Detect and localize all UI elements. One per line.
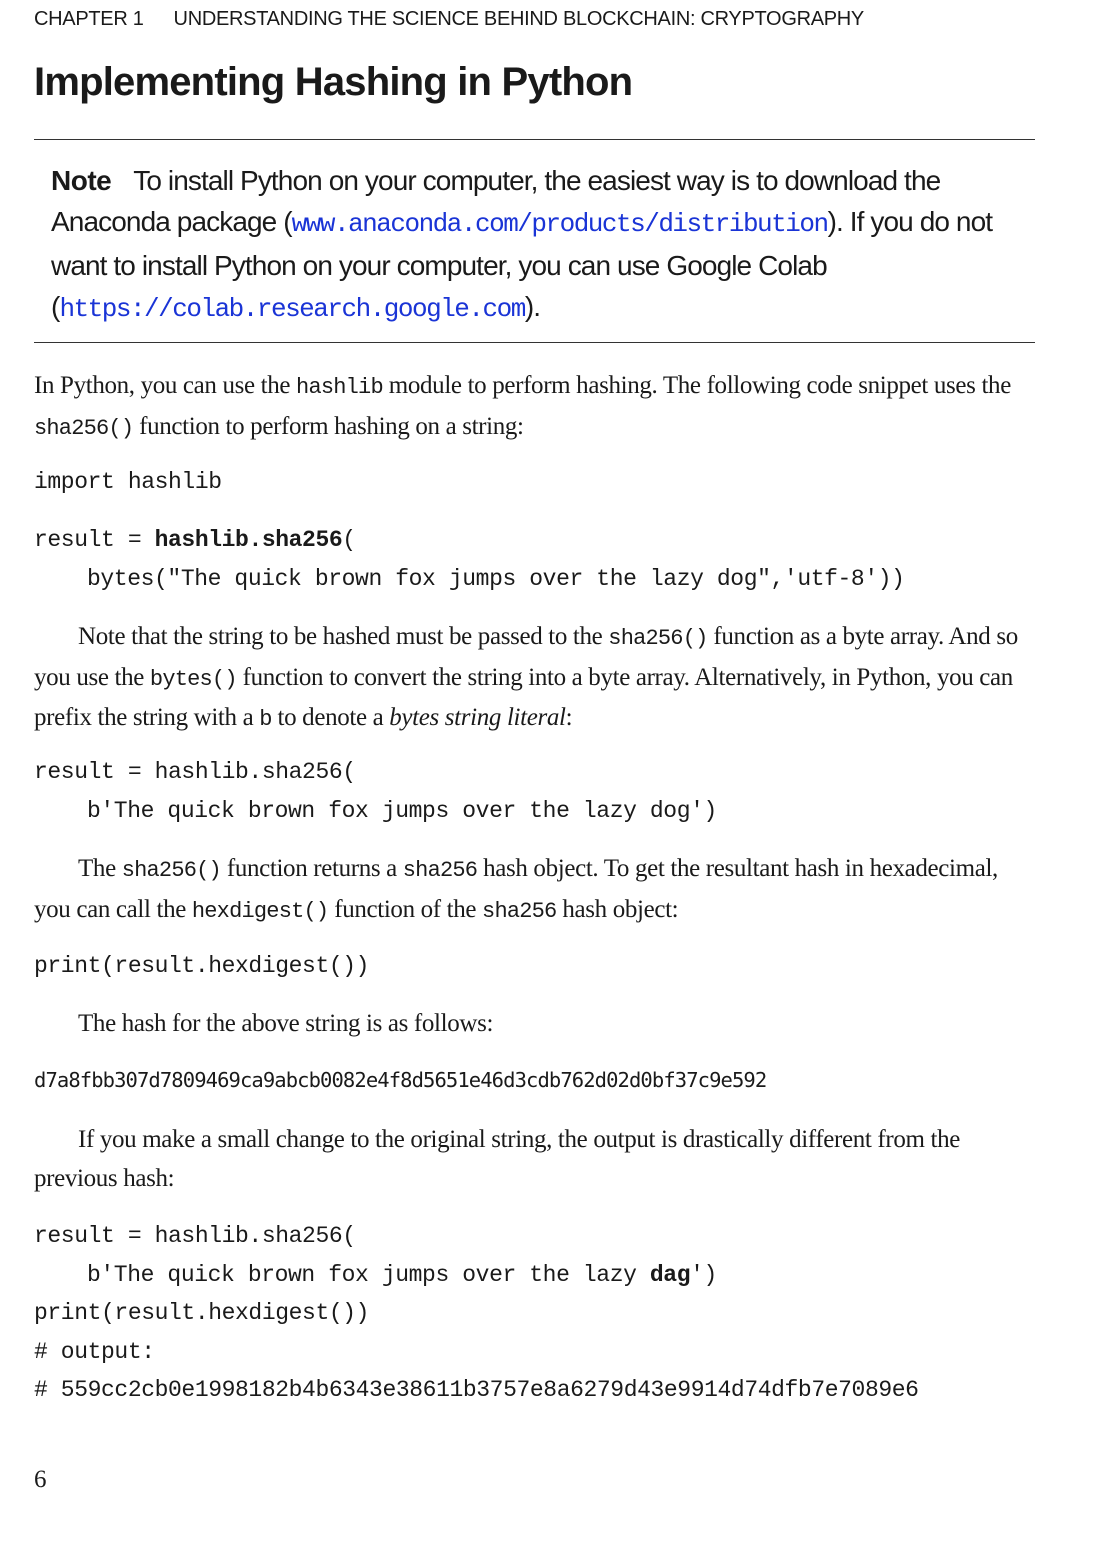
code-sha256-bytes: result = hashlib.sha256( bytes("The quick brown fox jumps over the lazy dog",'utf-8')) [34,527,905,592]
running-head [34,8,864,31]
note-label: Note [51,165,112,196]
note-text: Note To install Python on your computer, the easiest way is to download the Anaconda package (www.anaconda.com/products/distribution). If you do not want to install Python on your computer, you can use Google Colab (https://colab.research.google.com). [51,165,993,324]
paragraph-byte-array: Note that the string to be hashed must be passed to the sha256() function as a byte array. And so you use the bytes() function to convert the string into a byte array. Alternatively, in Python, you can prefix the string with a b to denote a bytes string literal: [34,623,1018,732]
code-print-hexdigest: print(result.hexdigest()) [34,953,370,979]
code-bytes-literal: result = hashlib.sha256( b'The quick brown fox jumps over the lazy dog') [34,759,717,824]
note-box [34,139,1035,343]
code-import: import hashlib [34,469,222,495]
code-modified-string: result = hashlib.sha256( b'The quick brown fox jumps over the lazy dag') print(result.hexdigest()) # output: # 559cc2cb0e1998182b4b6343e38611b3757e8a6279d43e9914d74dfb7e7089e6 [34,1223,919,1403]
chapter-label: CHAPTER 1 [34,8,144,30]
hash-output: d7a8fbb307d7809469ca9abcb0082e4f8d5651e46d3cdb762d02d0bf37c9e592 [34,1068,767,1092]
chapter-title: UNDERSTANDING THE SCIENCE BEHIND BLOCKCHAIN: CRYPTOGRAPHY [173,8,864,30]
paragraph-small-change: If you make a small change to the original string, the output is drastically different from the previous hash: [34,1126,961,1192]
paragraph-hash-result: The hash for the above string is as follows: [78,1010,494,1037]
anaconda-link[interactable]: www.anaconda.com/products/distribution [291,209,828,239]
paragraph-hashlib-intro: In Python, you can use the hashlib module to perform hashing. The following code snippet uses the sha256() function to perform hashing on a string: [34,372,1011,441]
section-title: Implementing Hashing in Python [34,60,633,104]
paragraph-hexdigest: The sha256() function returns a sha256 hash object. To get the resultant hash in hexadecimal, you can call the hexdigest() function of the sha256 hash object: [34,855,998,924]
page-number: 6 [34,1466,47,1493]
colab-link[interactable]: https://colab.research.google.com [59,294,525,324]
